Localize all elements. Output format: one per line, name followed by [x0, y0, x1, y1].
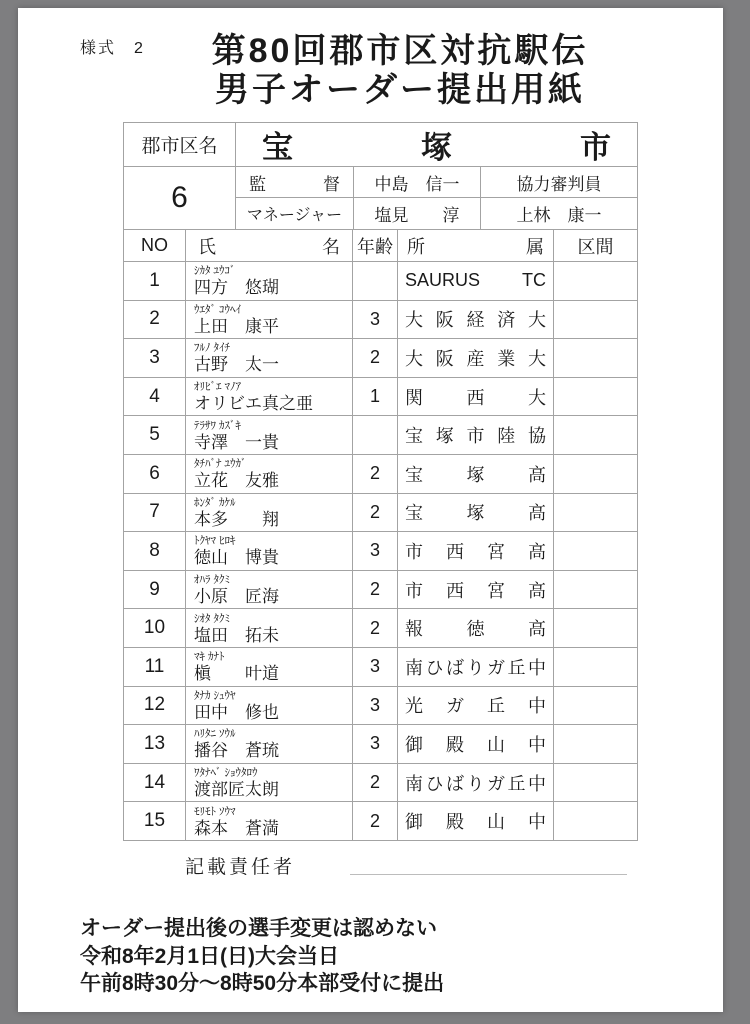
runner-age: 3 — [353, 725, 398, 764]
team-number: 6 — [124, 167, 236, 230]
runner-age — [353, 416, 398, 455]
runner-no: 14 — [124, 764, 186, 803]
runner-section — [554, 764, 638, 803]
runner-affiliation: SAURUS TC — [398, 262, 554, 301]
runner-name-cell — [186, 262, 353, 301]
runner-no: 5 — [124, 416, 186, 455]
runner-name: 塩田 拓未 — [194, 625, 279, 645]
runner-kana: ﾀﾁﾊﾞﾅ ﾕｳｶﾞ — [194, 458, 247, 471]
judge-name: 上林 康一 — [481, 198, 638, 230]
runner-no: 1 — [124, 262, 186, 301]
runner-kana: ﾃﾗｻﾜ ｶｽﾞｷ — [194, 419, 242, 432]
runner-section — [554, 687, 638, 726]
runner-name-cell — [186, 378, 353, 417]
recorder-label: 記載責任者 — [185, 857, 296, 878]
col-header-section: 区間 — [554, 230, 638, 262]
runner-age: 2 — [353, 494, 398, 533]
runner-kana: ﾎﾝﾀﾞ ｶｹﾙ — [194, 496, 236, 509]
note-submission-time: 午前8時30分～8時50分本部受付に提出 — [80, 972, 445, 995]
runner-name: 小原 匠海 — [194, 587, 279, 607]
runner-section — [554, 416, 638, 455]
runner-section — [554, 455, 638, 494]
runner-section — [554, 725, 638, 764]
runner-age: 2 — [353, 609, 398, 648]
runner-kana: ﾊﾘﾀﾆ ｿｳﾙ — [194, 728, 236, 741]
runner-section — [554, 378, 638, 417]
runner-kana: ﾜﾀﾅﾍﾞ ｼｮｳﾀﾛｳ — [194, 767, 258, 780]
runner-name: 立花 友雅 — [194, 471, 279, 491]
runner-affiliation: 報 徳 高 — [398, 609, 554, 648]
signature-line — [350, 874, 627, 875]
runner-kana: ﾀﾅｶ ｼｭｳﾔ — [194, 689, 236, 702]
runner-name: 四方 悠瑚 — [194, 278, 279, 298]
runner-name-cell — [186, 687, 353, 726]
runner-age: 3 — [353, 532, 398, 571]
runner-no: 6 — [124, 455, 186, 494]
runner-section — [554, 339, 638, 378]
runner-no: 8 — [124, 532, 186, 571]
runner-name: オリビエ真之亜 — [194, 394, 313, 414]
runner-name-cell — [186, 339, 353, 378]
runner-roster-table — [123, 229, 638, 841]
runner-affiliation: 関 西 大 — [398, 378, 554, 417]
runner-affiliation: 御 殿 山 中 — [398, 725, 554, 764]
runner-kana: ﾓﾘﾓﾄ ｿｳﾏ — [194, 805, 236, 818]
title-line-1: 第80回郡市区対抗駅伝 — [211, 32, 589, 70]
runner-kana: ﾏｷ ｶﾅﾄ — [194, 651, 225, 664]
runner-age: 2 — [353, 455, 398, 494]
district-name-label: 郡市区名 — [124, 123, 236, 167]
runner-name: 森本 蒼満 — [194, 818, 279, 838]
director-label: 監 督 — [236, 167, 354, 198]
runner-no: 10 — [124, 609, 186, 648]
runner-section — [554, 532, 638, 571]
runner-section — [554, 648, 638, 687]
runner-name-cell — [186, 648, 353, 687]
runner-section — [554, 301, 638, 340]
form-number-label: 様式 2 — [80, 40, 145, 57]
judge-label: 協力審判員 — [481, 167, 638, 198]
col-header-affiliation: 所 属 — [398, 230, 554, 262]
runner-kana: ｼｶﾀ ﾕｳｺﾞ — [194, 265, 236, 278]
runner-section — [554, 609, 638, 648]
runner-age: 3 — [353, 687, 398, 726]
runner-no: 11 — [124, 648, 186, 687]
runner-affiliation: 大 阪 産 業 大 — [398, 339, 554, 378]
runner-name: 寺澤 一貴 — [194, 432, 279, 452]
submission-notes — [80, 915, 444, 998]
runner-name-cell — [186, 802, 353, 841]
runner-no: 3 — [124, 339, 186, 378]
runner-affiliation: 御 殿 山 中 — [398, 802, 554, 841]
runner-kana: ｳｴﾀﾞ ｺｳﾍｲ — [194, 303, 242, 316]
runner-kana: ｵﾊﾗ ﾀｸﾐ — [194, 574, 231, 587]
runner-name-cell — [186, 301, 353, 340]
runner-affiliation: 南 ひ ば り ガ 丘 中 — [398, 764, 554, 803]
runner-section — [554, 571, 638, 610]
runner-section — [554, 262, 638, 301]
runner-affiliation: 南 ひ ば り ガ 丘 中 — [398, 648, 554, 687]
runner-kana: ﾄｸﾔﾏ ﾋﾛｷ — [194, 535, 236, 548]
runner-affiliation: 大 阪 経 済 大 — [398, 301, 554, 340]
runner-name-cell — [186, 609, 353, 648]
runner-affiliation: 市 西 宮 高 — [398, 532, 554, 571]
runner-name: 徳山 博貴 — [194, 548, 279, 568]
runner-age: 2 — [353, 764, 398, 803]
runner-no: 4 — [124, 378, 186, 417]
runner-no: 12 — [124, 687, 186, 726]
runner-age: 3 — [353, 301, 398, 340]
runner-name: 田中 修也 — [194, 702, 279, 722]
runner-affiliation: 宝 塚 高 — [398, 494, 554, 533]
runner-name: 槇 叶道 — [194, 664, 279, 684]
col-header-no: NO — [124, 230, 186, 262]
runner-name: 本多 翔 — [194, 509, 279, 529]
runner-no: 7 — [124, 494, 186, 533]
district-name-value: 宝 塚 市 — [236, 123, 638, 167]
runner-kana: ｼｵﾀ ﾀｸﾐ — [194, 612, 231, 625]
runner-name: 上田 康平 — [194, 316, 279, 336]
runner-name-cell — [186, 532, 353, 571]
title-line-2: 男子オーダー提出用紙 — [215, 71, 585, 109]
runner-age: 2 — [353, 339, 398, 378]
runner-name-cell — [186, 494, 353, 533]
runner-name-cell — [186, 571, 353, 610]
runner-age: 1 — [353, 378, 398, 417]
runner-affiliation: 光 ガ 丘 中 — [398, 687, 554, 726]
runner-affiliation: 宝 塚 高 — [398, 455, 554, 494]
runner-age: 2 — [353, 802, 398, 841]
scanned-document-page — [18, 8, 723, 1012]
runner-age — [353, 262, 398, 301]
note-no-change: オーダー提出後の選手変更は認めない — [80, 917, 437, 940]
runner-name: 古野 太一 — [194, 355, 279, 375]
runner-name-cell — [186, 725, 353, 764]
manager-name: 塩見 淳 — [354, 198, 481, 230]
runner-section — [554, 494, 638, 533]
col-header-name: 氏 名 — [186, 230, 353, 262]
runner-no: 2 — [124, 301, 186, 340]
runner-affiliation: 宝 塚 市 陸 協 — [398, 416, 554, 455]
note-event-date: 令和8年2月1日(日)大会当日 — [80, 944, 340, 968]
runner-name: 播谷 蒼琉 — [194, 741, 279, 761]
director-name: 中島 信一 — [354, 167, 481, 198]
runner-affiliation: 市 西 宮 高 — [398, 571, 554, 610]
runner-no: 13 — [124, 725, 186, 764]
runner-name-cell — [186, 416, 353, 455]
manager-label: マネージャー — [236, 198, 354, 230]
team-header-table — [123, 122, 638, 230]
document-title — [195, 32, 605, 110]
runner-kana: ｵﾘﾋﾞｴ ﾏﾉｱ — [194, 381, 242, 394]
runner-name: 渡部匠太朗 — [194, 780, 279, 800]
runner-age: 2 — [353, 571, 398, 610]
runner-no: 9 — [124, 571, 186, 610]
runner-no: 15 — [124, 802, 186, 841]
runner-kana: ﾌﾙﾉ ﾀｲﾁ — [194, 342, 231, 355]
col-header-age: 年齢 — [353, 230, 398, 262]
runner-age: 3 — [353, 648, 398, 687]
runner-section — [554, 802, 638, 841]
runner-name-cell — [186, 455, 353, 494]
runner-name-cell — [186, 764, 353, 803]
